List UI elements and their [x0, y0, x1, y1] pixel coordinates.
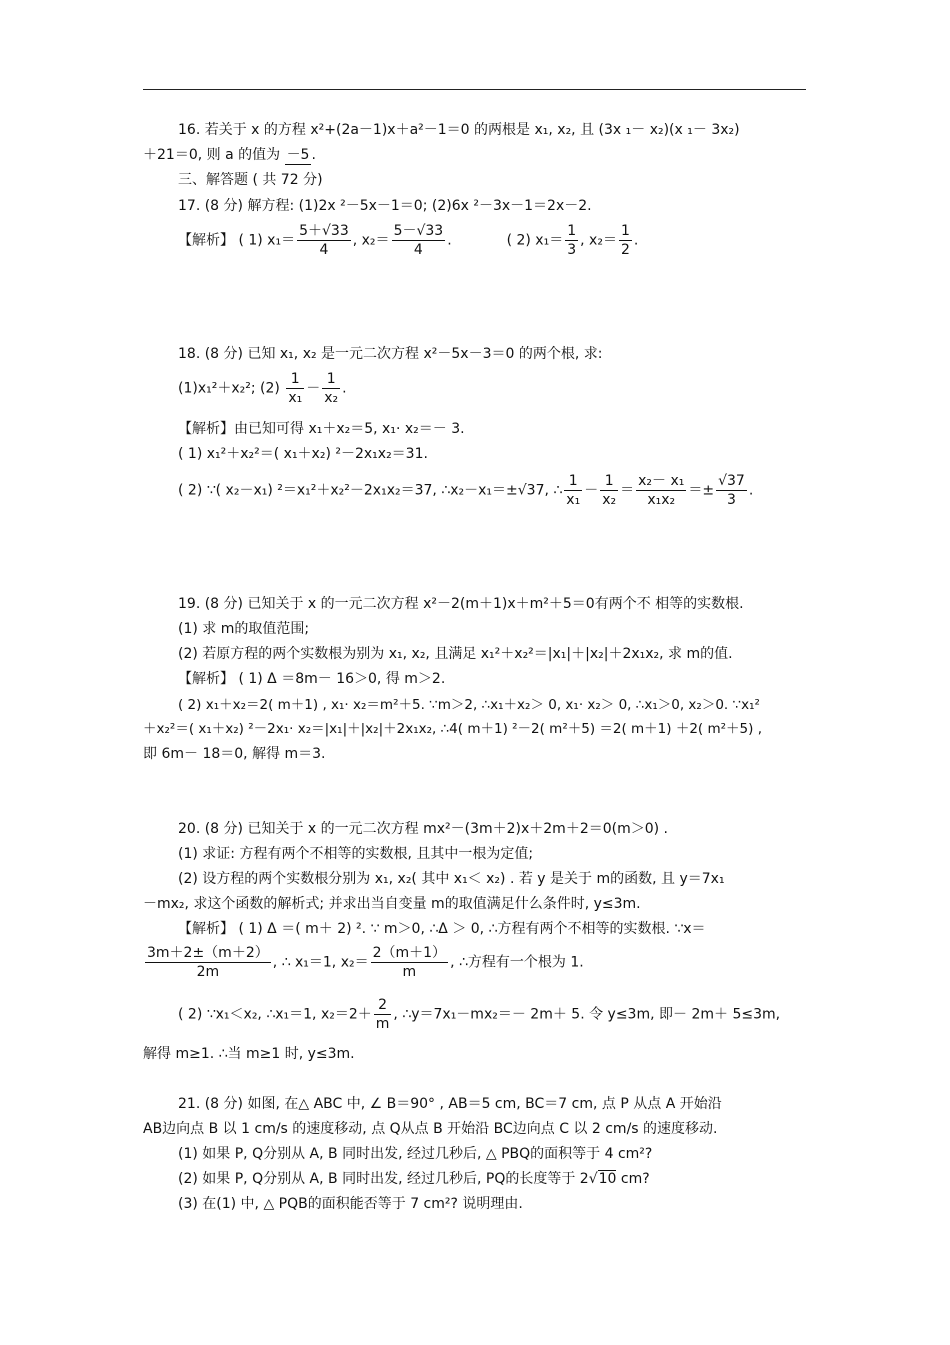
q17-text: ( 1) x₁＝ [238, 232, 296, 249]
q18-jfrac1 [564, 472, 582, 509]
frac-den: x₁ [288, 390, 303, 406]
frac-num: √37 [718, 473, 745, 489]
frac-num: 5－√33 [393, 223, 444, 239]
q16-answer: －5 [286, 147, 310, 163]
frac-den: x₁ [566, 492, 581, 508]
q17-text: ( 2) x₁＝ [506, 232, 564, 249]
header-rule [143, 89, 806, 90]
q17-frac4 [619, 222, 632, 259]
frac-den: x₁x₂ [647, 492, 676, 508]
frac-den: m [402, 964, 417, 980]
q17-solution [178, 222, 638, 259]
q20-text: , ∴y＝7x₁－mx₂＝－ 2m＋ 5. 令 y≤3m, 即－ 2m＋ 5≤3m, [393, 1006, 781, 1023]
q18-text: － [584, 482, 599, 499]
q21-sub3: (3) 在(1) 中, △ PQB的面积能否等于 7 cm²? 说明理由. [178, 1196, 523, 1212]
q20-fracA [145, 944, 271, 981]
q20-jiexi3 [178, 996, 780, 1033]
q20-fracB [371, 944, 448, 981]
q16-line1: 16. 若关于 x 的方程 x²+(2a－1)x＋a²－1＝0 的两根是 x₁, x₂, 且 (3x ₁－ x₂)(x ₁－ 3x₂) [178, 122, 740, 138]
q18-subquestions [178, 370, 347, 407]
q21-text: cm? [616, 1171, 650, 1187]
q16-line2-pre: ＋21＝0, 则 a 的值为 [143, 147, 285, 163]
section-heading: 三、解答题 ( 共 72 分) [178, 172, 323, 188]
frac-den: 2 [620, 242, 630, 258]
q21-text: (2) 如果 P, Q分别从 A, B 同时出发, 经过几秒后, PQ的长度等于 2 [178, 1171, 589, 1187]
q18-jiexi1: 【解析】由已知可得 x₁＋x₂＝5, x₁· x₂＝－ 3. [178, 421, 465, 437]
q17-text: , x₂＝ [352, 232, 390, 249]
q20-text: ( 2) ∵x₁＜x₂, ∴x₁＝1, x₂＝2＋ [178, 1006, 372, 1023]
q18-jfrac2 [600, 472, 618, 509]
q21-radicand: 10 [598, 1171, 617, 1187]
q20-sub2b: －mx₂, 求这个函数的解析式; 并求出当自变量 m的取值满足什么条件时, y≤3m. [143, 896, 641, 912]
q17-jiexi: 【解析】 [178, 232, 234, 249]
q17-text: . [633, 232, 639, 249]
frac-num: 3m＋2±（m＋2） [147, 945, 269, 961]
q18-jiexi2: ( 1) x₁²＋x₂²＝( x₁＋x₂) ²－2x₁x₂＝31. [178, 446, 428, 462]
q17-frac2 [392, 222, 446, 259]
frac-den: m [375, 1016, 390, 1032]
q18-frac2 [322, 370, 340, 407]
q17-question: 17. (8 分) 解方程: (1)2x ²－5x－1＝0; (2)6x ²－3x－1＝2x－2. [178, 198, 592, 214]
q16-line2-post: . [311, 147, 316, 163]
q19-question: 19. (8 分) 已知关于 x 的一元二次方程 x²－2(m＋1)x＋m²＋5＝0有两个不 相等的实数根. [178, 596, 744, 612]
q19-jiexi1: 【解析】 ( 1) Δ ＝8m－ 16＞0, 得 m＞2. [178, 671, 446, 687]
q18-text: ＝± [688, 482, 715, 499]
q18-text: . [748, 482, 754, 499]
q18-text: . [342, 380, 347, 397]
frac-den: x₂ [602, 492, 617, 508]
frac-num: 1 [567, 223, 577, 239]
q20-jiexi2 [143, 944, 584, 981]
q18-text: － [306, 380, 321, 397]
q18-text: ( 2) ∵( x₂－x₁) ²＝x₁²＋x₂²－2x₁x₂＝37, ∴x₂－x₁＝±√37, ∴ [178, 482, 563, 499]
frac-num: 1 [564, 472, 582, 491]
q18-text: (1)x₁²＋x₂²; (2) [178, 380, 280, 397]
frac-den: 3 [567, 242, 577, 258]
q21-sub1: (1) 如果 P, Q分别从 A, B 同时出发, 经过几秒后, △ PBQ的面积等于 4 cm²? [178, 1146, 653, 1162]
q19-jiexi3: ＋x₂²＝( x₁＋x₂) ²－2x₁· x₂＝|x₁|＋|x₂|＋2x₁x₂, ∴4( m＋1) ²－2( m²＋5) ＝2( m＋1) ＋2( m²＋5) , [143, 721, 762, 737]
q18-question: 18. (8 分) 已知 x₁, x₂ 是一元二次方程 x²－5x－3＝0 的两个根, 求: [178, 346, 603, 362]
frac-num: 1 [620, 223, 630, 239]
frac-num: 1 [286, 370, 304, 389]
q20-text: , ∴ x₁＝1, x₂＝ [272, 954, 369, 971]
q19-sub2: (2) 若原方程的两个实数根为别为 x₁, x₂, 且满足 x₁²＋x₂²＝|x₁|＋|x₂|＋2x₁x₂, 求 m的值. [178, 646, 733, 662]
frac-den: 3 [727, 492, 736, 508]
q17-text: , x₂＝ [580, 232, 617, 249]
frac-den: 4 [319, 242, 329, 258]
q20-jiexi4: 解得 m≥1. ∴当 m≥1 时, y≤3m. [143, 1046, 355, 1062]
frac-den: x₂ [324, 390, 339, 406]
frac-den: 4 [413, 242, 423, 258]
q19-sub1: (1) 求 m的取值范围; [178, 621, 310, 637]
q18-frac1 [286, 370, 304, 407]
q20-sub2a: (2) 设方程的两个实数根分别为 x₁, x₂( 其中 x₁＜ x₂) . 若 y 是关于 m的函数, 且 y＝7x₁ [178, 871, 725, 887]
sqrt-sign [589, 1171, 598, 1187]
frac-den: 2m [196, 964, 220, 980]
q20-question: 20. (8 分) 已知关于 x 的一元二次方程 mx²－(3m＋2)x＋2m＋2＝0(m＞0) . [178, 821, 669, 837]
q18-jfrac3 [636, 472, 686, 509]
q21-line1: 21. (8 分) 如图, 在△ ABC 中, ∠ B＝90° , AB＝5 cm, BC＝7 cm, 点 P 从点 A 开始沿 [178, 1096, 722, 1112]
q17-frac1 [297, 222, 351, 259]
q17-text: . [447, 232, 452, 249]
q20-sub1: (1) 求证: 方程有两个不相等的实数根, 且其中一根为定值; [178, 846, 534, 862]
q17-frac3 [565, 222, 578, 259]
q20-fracC [374, 996, 392, 1033]
q20-jiexi1: 【解析】 ( 1) Δ ＝( m＋ 2) ². ∵ m＞0, ∴Δ ＞ 0, ∴方程有两个不相等的实数根. ∵x＝ [178, 921, 706, 937]
frac-num: 1 [600, 472, 618, 491]
q18-jfrac4 [716, 472, 747, 509]
frac-num: 1 [322, 370, 340, 389]
q21-sub2 [178, 1170, 650, 1188]
q18-text: ＝ [620, 482, 635, 499]
q16-line2 [143, 146, 316, 165]
q18-jiexi3 [178, 472, 753, 509]
frac-num: 2 [374, 996, 392, 1015]
q20-text: , ∴方程有一个根为 1. [450, 954, 584, 971]
frac-num: x₂－ x₁ [638, 473, 685, 489]
frac-num: 5＋√33 [299, 223, 349, 239]
q19-jiexi4: 即 6m－ 18＝0, 解得 m＝3. [143, 746, 326, 762]
frac-num: 2（m＋1） [372, 945, 447, 961]
q21-line2: AB边向点 B 以 1 cm/s 的速度移动, 点 Q从点 B 开始沿 BC边向点 C 以 2 cm/s 的速度移动. [143, 1121, 718, 1137]
q19-jiexi2: ( 2) x₁＋x₂＝2( m＋1) , x₁· x₂＝m²＋5. ∵m＞2, ∴x₁＋x₂＞ 0, x₁· x₂＞ 0, ∴x₁＞0, x₂＞0. ∵x₁² [178, 697, 760, 713]
